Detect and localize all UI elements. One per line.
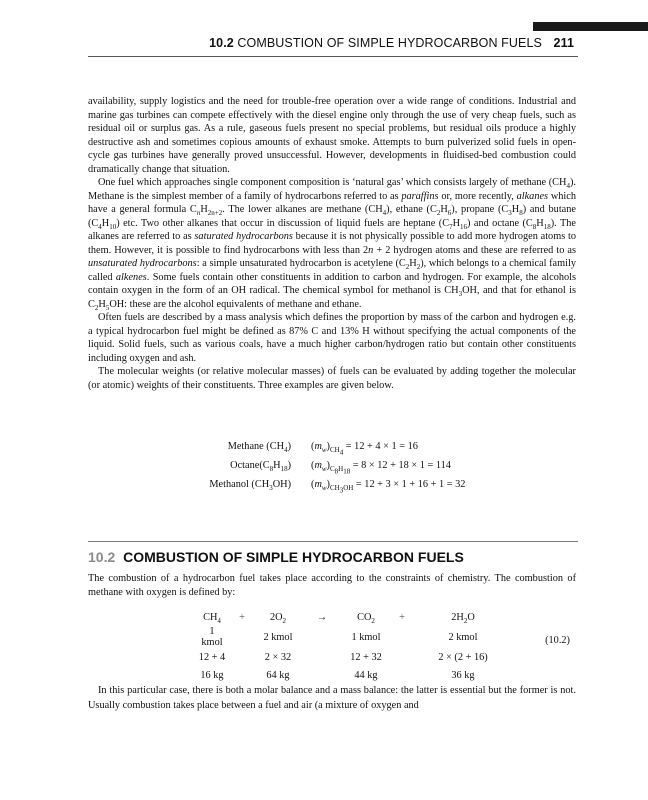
section-number: 10.2 bbox=[88, 549, 116, 565]
eq-o2: $2O_2$ bbox=[269, 611, 287, 625]
equation-10-2 bbox=[88, 608, 576, 684]
eq-co2: $CO_2$ bbox=[357, 611, 375, 625]
body-text bbox=[88, 95, 576, 392]
header-bar bbox=[533, 22, 648, 31]
section-rule bbox=[88, 541, 578, 542]
header-rule bbox=[88, 56, 578, 57]
example-methane: Methane $(CH_4)$ $(m_w)_{CH_4} = 12 + 4 \times 1 = 16$ bbox=[227, 441, 418, 457]
running-header bbox=[0, 36, 574, 50]
example-methanol: Methanol $(CH_3OH)$ $(m_w)_{CH_3OH} = 12 + 3 \times 1 + 16 + 1 = 32$ bbox=[209, 479, 466, 495]
closing-text: In this particular case, there is both a molar balance and a mass balance: the latter is essential but the former is not. Usually combustion takes place between a fuel and air (a mixture of oxygen and bbox=[88, 685, 576, 711]
molecular-weight-examples bbox=[88, 437, 576, 494]
equation-number: (10.2) bbox=[545, 635, 570, 646]
paragraph-4: The molecular weights (or relative molecular masses) of fuels can be evaluated by adding together the molecular (or atomic) weights of their constituents. Three examples are given below. bbox=[88, 366, 576, 391]
equation-row-weights: 12 + 4 2 × 32 12 + 32 2 × (2 + 16) bbox=[198, 651, 488, 663]
eq-ch4: $CH_4$ bbox=[203, 611, 221, 625]
equation-row-moles: 1 kmol 2 kmol 1 kmol 2 kmol bbox=[201, 626, 478, 648]
paragraph-1: availability, supply logistics and the need for trouble-free operation over a wide range of conditions. Industrial and marine gas turbines can compete effectively with the diesel engine only through the use of very cheap fuels, such as residual oil or surplus gas. As a rule, gaseous fuels present no special problems, but residual oils produce a highly destructive ash and sometimes copious amounts of exhaust smoke. Attempts to burn pulverized solid fuels in open-cycle gas turbines have generally proved unsuccessful. However, developments in fluidised-bed combustion could dramatically change that situation. bbox=[88, 96, 576, 175]
header-section-number: 10.2 bbox=[209, 36, 234, 50]
section-title: COMBUSTION OF SIMPLE HYDROCARBON FUELS bbox=[123, 549, 464, 565]
section-heading bbox=[88, 549, 464, 565]
example-octane: $Octane(C_8H_{18})$ $(m_w)_{C_8H_{18}} = 8 \times 12 + 18 \times 1 = 114$ bbox=[230, 460, 451, 476]
paragraph-2: One fuel which approaches single component composition is ‘natural gas’ which consists largely of methane $(CH_4)$. Methane is the simplest member of a family of hydrocarbons referred to as paraffins or, more recently, alkanes which have a general formula $C_nH_{2n+2}$. The lower alkanes are methane $(CH_4)$, ethane $(C_2H_6)$, propane $(C_3H_8)$ and butane $(C_4H_{10})$ etc. Two other alkanes that occur in discussion of liquid fuels are heptane $(C_7H_{16})$ and octane $(C_8H_{18})$. The alkanes are referred to as saturated hydrocarbons because it is not physically possible to add more hydrogen atoms to them. However, it is possible to find hydrocarbons with less than 2n + 2 hydrogen atoms and these are referred to as unsaturated hydrocarbons: a simple unsaturated hydrocarbon is acetylene $(C_2H_2)$, which belongs to a chemical family called alkenes. Some fuels contain other constituents in addition to carbon and hydrogen. For example, the alcohols contain oxygen in the form of an OH radical. The chemical symbol for methanol is $CH_3OH$, and that for ethanol is $C_2H_5OH$: these are the alcohol equivalents of methane and ethane. bbox=[88, 177, 577, 312]
paragraph-3: Often fuels are described by a mass analysis which defines the proportion by mass of the carbon and hydrogen e.g. a typical hydrocarbon fuel might be defined as 87% C and 13% H without specifying the actual components of the liquid. Solid fuels, such as various coals, have a much higher carbon/hydrogen ratio but contain other constituents including oxygen and ash. bbox=[88, 312, 576, 364]
eq-h2o: $2H_2O$ bbox=[451, 611, 475, 625]
page-number: 211 bbox=[553, 36, 574, 50]
equation-row-masses: 16 kg 64 kg 44 kg 36 kg bbox=[200, 669, 475, 681]
equation-row-species: $CH_4$ + $2O_2$ → $CO_2$ + $2H_2O$ bbox=[198, 608, 508, 626]
header-section-title: COMBUSTION OF SIMPLE HYDROCARBON FUELS bbox=[237, 36, 542, 50]
section-intro: The combustion of a hydrocarbon fuel takes place according to the constraints of chemistry. The combustion of methane with oxygen is defined by: bbox=[88, 573, 576, 598]
